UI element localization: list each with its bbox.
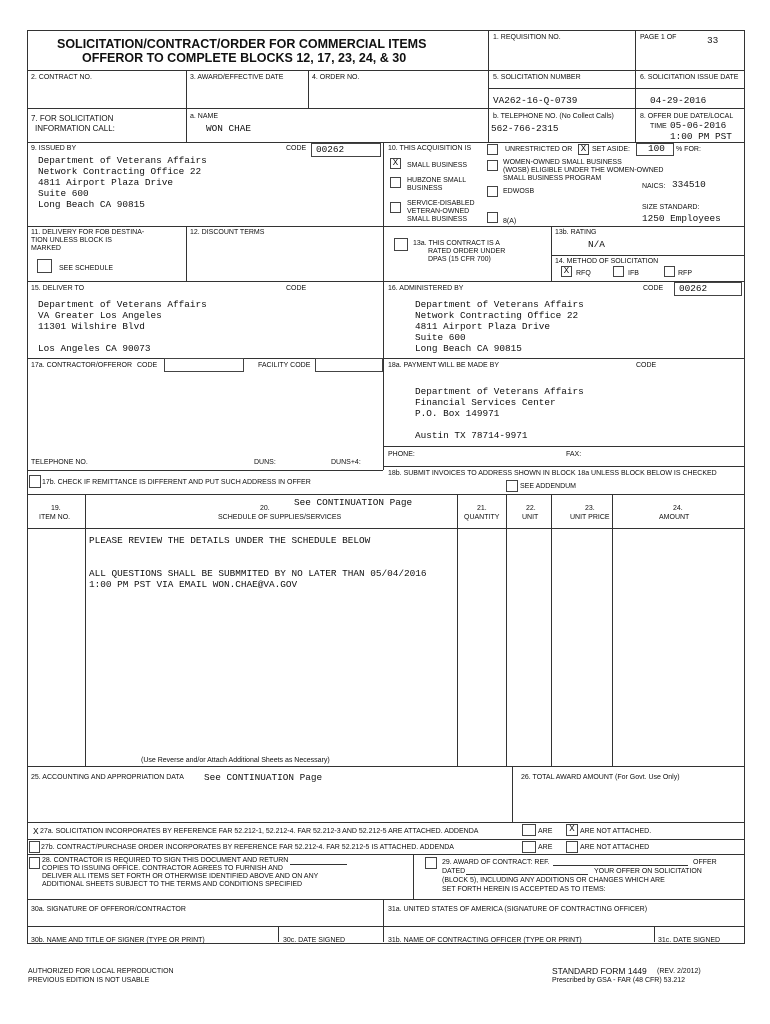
duns-label: DUNS: (254, 459, 276, 466)
acquisition-label: 10. THIS ACQUISITION IS (388, 145, 472, 152)
set-aside-pct: 100 (648, 143, 665, 154)
vrule-col21 (506, 494, 507, 766)
addendum-label: SEE ADDENDUM (520, 483, 577, 490)
issued-by-line2: Network Contracting Office 22 (38, 166, 202, 177)
deliver-to-label: 15. DELIVER TO (31, 285, 85, 292)
rule-method (551, 255, 744, 256)
sdvosb-line3: SMALL BUSINESS (407, 216, 468, 223)
issued-by-code-label: CODE (286, 145, 307, 152)
vrule-row28 (413, 854, 414, 899)
offer-due-label: 8. OFFER DUE DATE/LOCAL (640, 113, 734, 120)
form-title: SOLICITATION/CONTRACT/ORDER FOR COMMERCIAL ITEMS (57, 37, 427, 51)
c27a-label: 27a. SOLICITATION INCORPORATES BY REFERENCE FAR 52.212-1, 52.212-4. FAR 52.212-3 AND 52.212-5 ARE ATTACHED. ADDENDA (40, 828, 479, 835)
rating-value: N/A (588, 239, 605, 250)
contract-no-label: 2. CONTRACT NO. (31, 74, 92, 81)
sig-30a-label: 30a. SIGNATURE OF OFFEROR/CONTRACTOR (31, 906, 186, 913)
contractor-code-box[interactable] (164, 358, 244, 372)
c29-checkbox[interactable] (425, 857, 437, 869)
rfq-checkbox[interactable]: X (561, 266, 572, 277)
sig-30b-label: 30b. NAME AND TITLE OF SIGNER (TYPE OR PRINT) (31, 937, 205, 944)
col22-label: UNIT (522, 514, 539, 521)
sig-30c-label: 30c. DATE SIGNED (283, 937, 346, 944)
set-aside-checkbox[interactable]: X (578, 144, 589, 155)
footer-previous-edition: PREVIOUS EDITION IS NOT USABLE (28, 977, 150, 984)
administered-by-line1: Department of Veterans Affairs (415, 299, 584, 310)
rule-row25 (27, 766, 744, 767)
c29-dated-blank[interactable] (466, 874, 588, 875)
c27b-checkbox[interactable] (29, 841, 40, 853)
pct-for-label: % FOR: (676, 146, 701, 153)
c28-checkbox[interactable] (29, 857, 40, 869)
vrule-page (635, 30, 636, 142)
edwosb-checkbox[interactable] (487, 186, 498, 197)
unrestricted-label: UNRESTRICTED OR (505, 146, 573, 153)
c27b-label: 27b. CONTRACT/PURCHASE ORDER INCORPORATES BY REFERENCE FAR 52.212-4. FAR 52.212-5 IS ATTACHED. ADDENDA (41, 844, 454, 851)
requisition-label: 1. REQUISITION NO. (493, 34, 561, 41)
info-call-line2: INFORMATION CALL: (35, 124, 115, 133)
c29-dated-label: DATED (442, 868, 466, 875)
footer-reproduction: AUTHORIZED FOR LOCAL REPRODUCTION (28, 968, 174, 975)
vrule-row11-a (186, 226, 187, 281)
page-label: PAGE 1 OF (640, 34, 677, 41)
c27a-not-attached-checkbox[interactable]: X (566, 824, 578, 836)
size-standard-label: SIZE STANDARD: (642, 204, 700, 211)
c27a-not-attached-label: ARE NOT ATTACHED. (580, 828, 652, 835)
rule-row27a (27, 822, 744, 823)
rule-row18b (383, 466, 744, 467)
deliver-to-line2: VA Greater Los Angeles (38, 310, 162, 321)
wosb-line3: SMALL BUSINESS PROGRAM (503, 175, 602, 182)
c28-line4: ADDITIONAL SHEETS SUBJECT TO THE TERMS AND CONDITIONS SPECIFIED (42, 881, 303, 888)
col20-label: SCHEDULE OF SUPPLIES/SERVICES (218, 514, 342, 521)
deliver-to-line3: 11301 Wilshire Blvd (38, 321, 145, 332)
phone-label: b. TELEPHONE NO. (No Collect Calls) (493, 113, 614, 120)
fob-line3: MARKED (31, 245, 61, 252)
rule-row30b (27, 926, 744, 927)
fob-line1: 11. DELIVERY FOR FOB DESTINA- (31, 229, 145, 236)
issued-by-line1: Department of Veterans Affairs (38, 155, 207, 166)
offer-due-time: 1:00 PM PST (670, 131, 732, 142)
rule-row2-inner (488, 88, 744, 89)
hubzone-checkbox[interactable] (390, 177, 401, 188)
rated-order-label (413, 240, 505, 264)
footer-prescribed: Prescribed by GSA - FAR (48 CFR) 53.212 (552, 977, 686, 984)
form-subtitle: OFFEROR TO COMPLETE BLOCKS 12, 17, 23, 24, & 30 (82, 51, 407, 65)
wosb-line1: WOMEN-OWNED SMALL BUSINESS (503, 159, 622, 166)
wosb-checkbox[interactable] (487, 160, 498, 171)
rule-row17 (27, 358, 744, 359)
rule-row19 (27, 494, 744, 495)
payment-code-label: CODE (636, 362, 657, 369)
vrule-row7-name (186, 108, 187, 142)
remittance-checkbox[interactable] (29, 475, 41, 488)
rule-row2 (27, 70, 744, 71)
offer-due-date: 05-06-2016 (670, 120, 727, 131)
c28-line3: DELIVER ALL ITEMS SET FORTH OR OTHERWISE IDENTIFIED ABOVE AND ON ANY (42, 873, 319, 880)
vrule-title-right (488, 30, 489, 142)
info-call-label (31, 114, 115, 134)
size-standard: 1250 Employees (642, 213, 721, 224)
rule-row7 (27, 108, 744, 109)
hubzone-label (407, 177, 466, 193)
time-label: TIME (650, 123, 667, 130)
rfp-label: RFP (678, 270, 692, 277)
rule-row17b (27, 470, 383, 471)
rfq-label: RFQ (576, 270, 591, 277)
payment-fax-label: FAX: (566, 451, 582, 458)
method-label: 14. METHOD OF SOLICITATION (555, 258, 659, 265)
reverse-note: (Use Reverse and/or Attach Additional Sheets as Necessary) (141, 757, 330, 764)
vrule-col23 (612, 494, 613, 766)
col21-label: QUANTITY (464, 514, 500, 521)
col22-num: 22. (526, 505, 536, 512)
edwosb-label: EDWOSB (503, 188, 535, 195)
c29-line3: (BLOCK 5), INCLUDING ANY ADDITIONS OR CHANGES WHICH ARE (442, 877, 665, 884)
administered-by-code-label: CODE (643, 285, 664, 292)
col19-num: 19. (51, 505, 61, 512)
vrule-30c (278, 926, 279, 942)
ifb-label: IFB (628, 270, 639, 277)
rule-row27b (27, 839, 744, 840)
addendum-checkbox[interactable] (506, 480, 518, 492)
issue-date: 04-29-2016 (650, 95, 707, 106)
issued-by-line5: Long Beach CA 90815 (38, 199, 145, 210)
accounting-label: 25. ACCOUNTING AND APPROPRIATION DATA (31, 774, 184, 781)
naics-code: 334510 (672, 179, 706, 190)
rated-line3: DPAS (15 CFR 700) (428, 256, 491, 263)
contractor-telephone-label: TELEPHONE NO. (31, 459, 88, 466)
rated-order-checkbox[interactable] (394, 238, 408, 251)
small-business-label: SMALL BUSINESS (407, 162, 468, 169)
set-aside-label: SET ASIDE: (592, 146, 630, 153)
col23-label: UNIT PRICE (570, 514, 610, 521)
hubzone-line2: BUSINESS (407, 185, 443, 192)
rated-line1: 13a. THIS CONTRACT IS A (413, 240, 500, 247)
award-date-label: 3. AWARD/EFFECTIVE DATE (190, 74, 284, 81)
administered-by-label: 16. ADMINISTERED BY (388, 285, 464, 292)
rating-label: 13b. RATING (555, 229, 597, 236)
c29-offer-label: OFFER (693, 859, 717, 866)
solicitation-no-label: 5. SOLICITATION NUMBER (493, 74, 581, 81)
col24-num: 24. (673, 505, 683, 512)
col20-note: See CONTINUATION Page (294, 497, 413, 508)
rule-row30a (27, 899, 744, 900)
rule-row11 (27, 226, 744, 227)
c27b-not-attached-label: ARE NOT ATTACHED (580, 844, 650, 851)
sdvosb-label (407, 200, 475, 224)
c29-line4: SET FORTH HEREIN IS ACCEPTED AS TO ITEMS: (442, 886, 606, 893)
total-award-label: 26. TOTAL AWARD AMOUNT (For Govt. Use Only) (521, 774, 680, 781)
c29-your-offer-label: YOUR OFFER ON SOLICITATION (594, 868, 702, 875)
c28-line2: COPIES TO ISSUING OFFICE. CONTRACTOR AGREES TO FURNISH AND (42, 865, 283, 872)
issue-date-label: 6. SOLICITATION ISSUE DATE (640, 74, 739, 81)
c27a-mark[interactable]: X (33, 826, 39, 837)
deliver-to-line4: Los Angeles CA 90073 (38, 343, 151, 354)
vrule-acct (512, 766, 513, 822)
eight-a-label: 8(A) (503, 218, 517, 225)
sig-31c-label: 31c. DATE SIGNED (658, 937, 721, 944)
payment-line2: Financial Services Center (415, 397, 556, 408)
info-call-line1: 7. FOR SOLICITATION (31, 114, 114, 123)
c27b-are-checkbox[interactable] (522, 841, 536, 853)
footer-form-rev: (REV. 2/2012) (657, 968, 701, 975)
sdvosb-line1: SERVICE-DISABLED (407, 200, 475, 207)
accounting-value: See CONTINUATION Page (204, 772, 323, 783)
col19-label: ITEM NO. (39, 514, 71, 521)
issued-by-code: 00262 (316, 144, 345, 155)
sdvosb-checkbox[interactable] (390, 202, 401, 213)
wosb-line2: (WOSB) ELIGIBLE UNDER THE WOMEN-OWNED (503, 167, 664, 174)
contact-name: WON CHAE (206, 123, 252, 134)
order-no-label: 4. ORDER NO. (312, 74, 360, 81)
footer-form-name: STANDARD FORM 1449 (552, 966, 647, 976)
sig-31b-label: 31b. NAME OF CONTRACTING OFFICER (TYPE OR PRINT) (388, 937, 582, 944)
rule-schedule-header (27, 528, 744, 529)
solicitation-no: VA262-16-Q-0739 (493, 95, 578, 106)
eight-a-checkbox[interactable] (487, 212, 498, 223)
facility-code-label: FACILITY CODE (258, 362, 311, 369)
issued-by-line3: 4811 Airport Plaza Drive (38, 177, 174, 188)
discount-terms-label: 12. DISCOUNT TERMS (190, 229, 265, 236)
rated-line2: RATED ORDER UNDER (428, 248, 506, 255)
administered-by-line3: 4811 Airport Plaza Drive (415, 321, 551, 332)
rule-row15 (27, 281, 744, 282)
page-total: 33 (707, 35, 719, 46)
invoice-instructions: 18b. SUBMIT INVOICES TO ADDRESS SHOWN IN BLOCK 18a UNLESS BLOCK BELOW IS CHECKED (388, 470, 717, 477)
administered-by-line2: Network Contracting Office 22 (415, 310, 579, 321)
see-schedule-label: SEE SCHEDULE (59, 265, 114, 272)
rule-row28 (27, 854, 744, 855)
fob-label (31, 229, 144, 253)
sdvosb-line2: VETERAN-OWNED (407, 208, 470, 215)
contractor-label: 17a. CONTRACTOR/OFFEROR (31, 362, 132, 369)
c27a-are-checkbox[interactable] (522, 824, 536, 836)
col23-num: 23. (585, 505, 595, 512)
contractor-code-label: CODE (137, 362, 158, 369)
payment-line4: Austin TX 78714-9971 (415, 430, 528, 441)
administered-by-code: 00262 (679, 283, 708, 294)
sig-31a-label: 31a. UNITED STATES OF AMERICA (SIGNATURE OF CONTRACTING OFFICER) (388, 906, 648, 913)
unrestricted-checkbox[interactable] (487, 144, 498, 155)
vrule-col22 (551, 494, 552, 766)
c27a-are-label: ARE (538, 828, 553, 835)
vrule-row11-b (551, 226, 552, 281)
payment-line3: P.O. Box 149971 (415, 408, 500, 419)
facility-code-box[interactable] (315, 358, 383, 372)
ifb-checkbox[interactable] (613, 266, 624, 277)
small-business-checkbox[interactable]: X (390, 158, 401, 169)
rfp-checkbox[interactable] (664, 266, 675, 277)
hubzone-line1: HUBZONE SMALL (407, 177, 467, 184)
vrule-mid-upper (383, 142, 384, 470)
issued-by-label: 9. ISSUED BY (31, 145, 77, 152)
payment-line1: Department of Veterans Affairs (415, 386, 584, 397)
vrule-row2-b (308, 70, 309, 108)
payment-phone-label: PHONE: (388, 451, 415, 458)
vrule-31c (654, 926, 655, 942)
contact-phone: 562-766-2315 (491, 123, 559, 134)
col24-label: AMOUNT (659, 514, 690, 521)
vrule-col19 (85, 494, 86, 766)
remittance-label: 17b. CHECK IF REMITTANCE IS DIFFERENT AND PUT SUCH ADDRESS IN OFFER (42, 479, 311, 486)
c29-ref-blank[interactable] (553, 865, 688, 866)
c28-text (42, 857, 318, 889)
name-label: a. NAME (190, 113, 219, 120)
vrule-col20 (457, 494, 458, 766)
schedule-text-line2: ALL QUESTIONS SHALL BE SUBMMITED BY NO LATER THAN 05/04/2016 (89, 568, 427, 579)
c28-copies-blank[interactable] (290, 864, 347, 865)
col21-num: 21. (477, 505, 487, 512)
issued-by-line4: Suite 600 (38, 188, 89, 199)
payment-label: 18a. PAYMENT WILL BE MADE BY (388, 362, 499, 369)
c28-line1: 28. CONTRACTOR IS REQUIRED TO SIGN THIS DOCUMENT AND RETURN (42, 857, 289, 864)
fob-line2: TION UNLESS BLOCK IS (31, 237, 112, 244)
naics-label: NAICS: (642, 183, 666, 190)
administered-by-line5: Long Beach CA 90815 (415, 343, 522, 354)
administered-by-line4: Suite 600 (415, 332, 466, 343)
schedule-text-line3: 1:00 PM PST VIA EMAIL WON.CHAE@VA.GOV (89, 579, 298, 590)
c27b-not-attached-checkbox[interactable] (566, 841, 578, 853)
c27b-are-label: ARE (538, 844, 553, 851)
rule-row18-phone (383, 446, 744, 447)
vrule-row2-a (186, 70, 187, 108)
schedule-text-line1: PLEASE REVIEW THE DETAILS UNDER THE SCHEDULE BELOW (89, 535, 371, 546)
c29-line1: 29. AWARD OF CONTRACT: REF. (442, 859, 550, 866)
wosb-label (503, 159, 664, 183)
vrule-row30a (383, 899, 384, 942)
see-schedule-checkbox[interactable] (37, 259, 52, 273)
deliver-to-line1: Department of Veterans Affairs (38, 299, 207, 310)
duns4-label: DUNS+4: (331, 459, 361, 466)
deliver-to-code-label: CODE (286, 285, 307, 292)
col20-num: 20. (260, 505, 270, 512)
